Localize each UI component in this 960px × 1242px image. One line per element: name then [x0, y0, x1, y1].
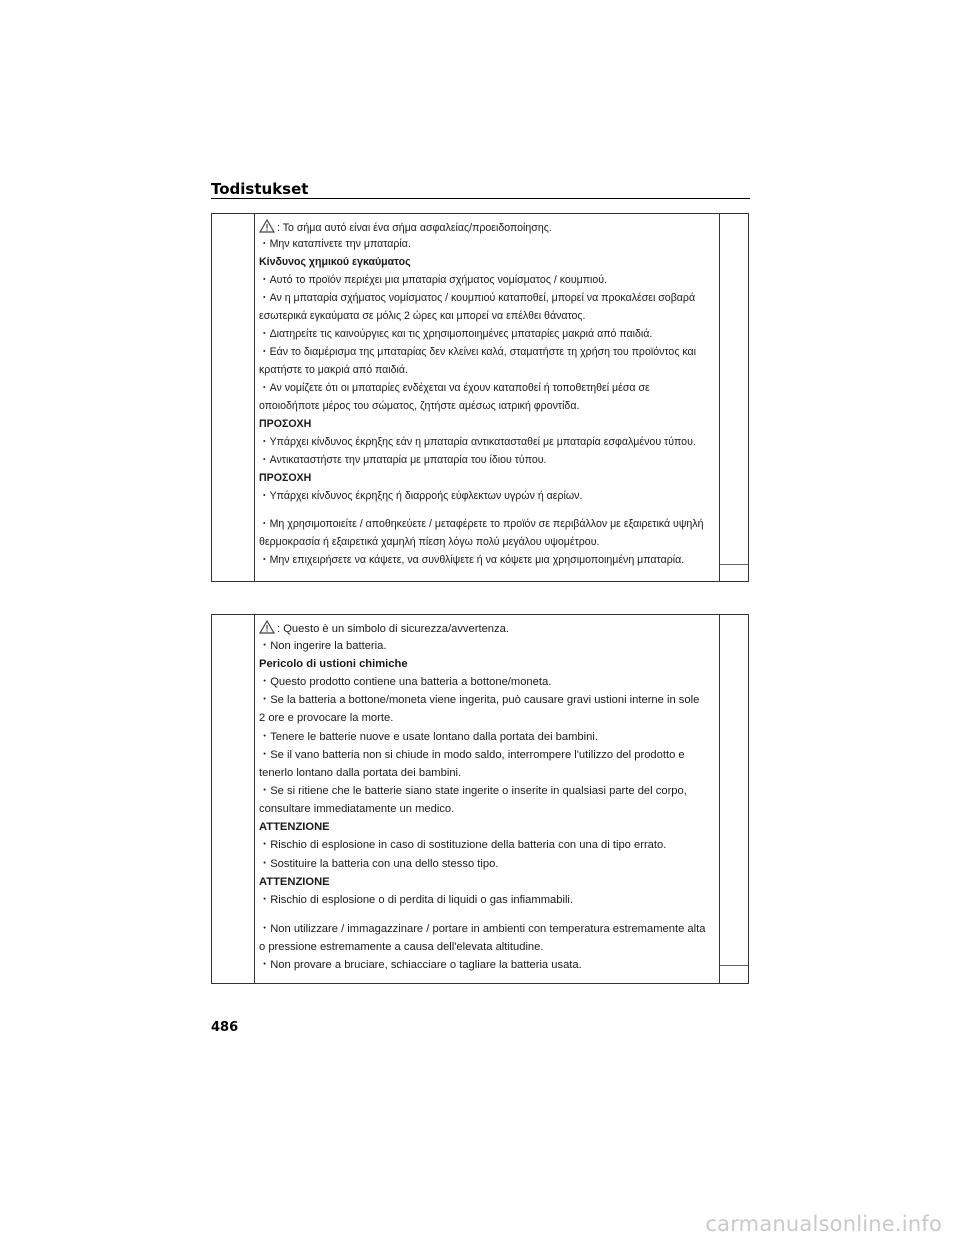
notice-text: Pericolo di ustioni chimiche	[259, 658, 408, 670]
section-title: Todistukset	[211, 180, 309, 198]
notice-line	[259, 675, 551, 689]
notice-text: tenerlo lontano dalla portata dei bambini.	[259, 767, 462, 779]
notice-heading	[259, 255, 411, 269]
notice-text: ・Questo prodotto contiene una batteria a bottone/moneta.	[259, 676, 552, 688]
greek-notice-box	[211, 213, 749, 582]
notice-text: ΠΡΟΣΟΧΗ	[259, 472, 312, 484]
right-margin-column	[719, 214, 748, 581]
left-margin-column	[212, 214, 255, 581]
page-number: 486	[211, 1020, 239, 1035]
notice-text: ・Εάν το διαμέρισμα της μπαταρίας δεν κλείνει καλά, σταματήστε τη χρήση του προϊόντος και	[259, 346, 697, 358]
notice-text: κρατήστε το μακριά από παιδιά.	[259, 364, 408, 376]
notice-line	[259, 730, 598, 744]
notice-text: ATTENZIONE	[259, 821, 330, 833]
notice-text: ・Αν η μπαταρία σχήματος νομίσματος / κουμπιού καταποθεί, μπορεί να προκαλέσει σοβαρά	[259, 292, 696, 304]
notice-text: ・Μην επιχειρήσετε να κάψετε, να συνθλίψετε ή να κόψετε μια χρησιμοποιημένη μπαταρία.	[259, 554, 685, 566]
notice-text: ・Διατηρείτε τις καινούργιες και τις χρησιμοποιημένες μπαταρίες μακριά από παιδιά.	[259, 328, 653, 340]
notice-text: θερμοκρασία ή εξαιρετικά χαμηλή πίεση λόγω πολύ μεγάλου υψομέτρου.	[259, 536, 600, 548]
notice-text: ・Non utilizzare / immagazzinare / portare in ambienti con temperatura estremamente alta	[259, 923, 706, 935]
notice-text: o pressione estremamente a causa dell'elevata altitudine.	[259, 941, 544, 953]
notice-line	[259, 693, 699, 707]
greek-notice-content	[255, 214, 719, 581]
notice-line	[259, 489, 582, 503]
notice-line	[259, 857, 498, 871]
column-tick	[720, 564, 748, 565]
notice-text: ・Rischio di esplosione o di perdita di liquidi o gas infiammabili.	[259, 894, 574, 906]
notice-line	[259, 327, 652, 341]
watermark: carmanualsonline.info	[705, 1212, 942, 1236]
notice-heading	[259, 471, 311, 485]
notice-text: εσωτερικά εγκαύματα σε μόλις 2 ώρες και μπορεί να επέλθει θάνατος.	[259, 310, 586, 322]
notice-line	[259, 381, 650, 395]
notice-line	[259, 273, 607, 287]
notice-line	[259, 940, 543, 954]
left-margin-column	[212, 615, 255, 983]
notice-line	[259, 922, 705, 936]
notice-line	[259, 453, 547, 467]
column-tick	[720, 965, 748, 966]
notice-text: : Questo è un simbolo di sicurezza/avvertenza.	[277, 623, 509, 635]
notice-text: ・Rischio di esplosione in caso di sostituzione della batteria con una di tipo errato.	[259, 839, 667, 851]
notice-line	[259, 291, 695, 305]
right-margin-column	[719, 615, 748, 983]
notice-line	[259, 802, 454, 816]
notice-text: ・Se il vano batteria non si chiude in modo saldo, interrompere l'utilizzo del prodotto e	[259, 749, 685, 761]
notice-text: : Το σήμα αυτό είναι ένα σήμα ασφαλείας/προειδοποίησης.	[277, 222, 552, 234]
notice-line	[259, 711, 393, 725]
warning-triangle-icon	[259, 620, 275, 634]
notice-text: ・Αντικαταστήστε την μπαταρία με μπαταρία του ίδιου τύπου.	[259, 454, 547, 466]
notice-line	[259, 219, 552, 235]
notice-text: ATTENZIONE	[259, 876, 330, 888]
notice-heading	[259, 417, 311, 431]
notice-text: ・Υπάρχει κίνδυνος έκρηξης εάν η μπαταρία αντικατασταθεί με μπαταρία εσφαλμένου τύπου.	[259, 436, 696, 448]
notice-text: ・Se la batteria a bottone/moneta viene ingerita, può causare gravi ustioni interne in sole	[259, 694, 700, 706]
notice-text: ・Αν νομίζετε ότι οι μπαταρίες ενδέχεται να έχουν καταποθεί ή τοποθετηθεί μέσα σε	[259, 382, 650, 394]
notice-heading	[259, 657, 408, 671]
notice-line	[259, 309, 585, 323]
notice-line	[259, 958, 582, 972]
notice-line	[259, 893, 573, 907]
notice-text: ・Non ingerire la batteria.	[259, 640, 387, 652]
notice-text: ・Μην καταπίνετε την μπαταρία.	[259, 238, 411, 250]
notice-line	[259, 363, 408, 377]
notice-text: consultare immediatamente un medico.	[259, 803, 455, 815]
italian-notice-box	[211, 614, 749, 984]
notice-line	[259, 435, 696, 449]
notice-text: ・Non provare a bruciare, schiacciare o tagliare la batteria usata.	[259, 959, 582, 971]
notice-line	[259, 748, 685, 762]
notice-text: ・Μη χρησιμοποιείτε / αποθηκεύετε / μεταφέρετε το προϊόν σε περιβάλλον με εξαιρετικά υψηλή	[259, 518, 704, 530]
italian-notice-content	[255, 615, 719, 983]
notice-text: ・Se si ritiene che le batterie siano state ingerite o inserite in qualsiasi parte del corpo,	[259, 785, 687, 797]
notice-line	[259, 620, 509, 636]
notice-line	[259, 399, 579, 413]
notice-text: ・Υπάρχει κίνδυνος έκρηξης ή διαρροής εύφλεκτων υγρών ή αερίων.	[259, 490, 583, 502]
notice-line	[259, 535, 599, 549]
notice-line	[259, 553, 684, 567]
notice-text: Κίνδυνος χημικού εγκαύματος	[259, 256, 411, 268]
notice-text: ・Αυτό το προϊόν περιέχει μια μπαταρία σχήματος νομίσματος / κουμπιού.	[259, 274, 608, 286]
title-rule	[211, 198, 750, 199]
notice-text: 2 ore e provocare la morte.	[259, 712, 394, 724]
notice-heading	[259, 875, 330, 889]
notice-line	[259, 237, 411, 251]
notice-line	[259, 766, 461, 780]
notice-text: οποιοδήποτε μέρος του σώματος, ζητήστε αμέσως ιατρική φροντίδα.	[259, 400, 580, 412]
notice-line	[259, 838, 666, 852]
notice-heading	[259, 820, 330, 834]
notice-text: ・Tenere le batterie nuove e usate lontano dalla portata dei bambini.	[259, 731, 598, 743]
notice-text: ΠΡΟΣΟΧΗ	[259, 418, 312, 430]
notice-text: ・Sostituire la batteria con una dello stesso tipo.	[259, 858, 499, 870]
notice-line	[259, 784, 687, 798]
notice-line	[259, 639, 386, 653]
notice-line	[259, 517, 703, 531]
warning-triangle-icon	[259, 219, 275, 233]
notice-line	[259, 345, 696, 359]
